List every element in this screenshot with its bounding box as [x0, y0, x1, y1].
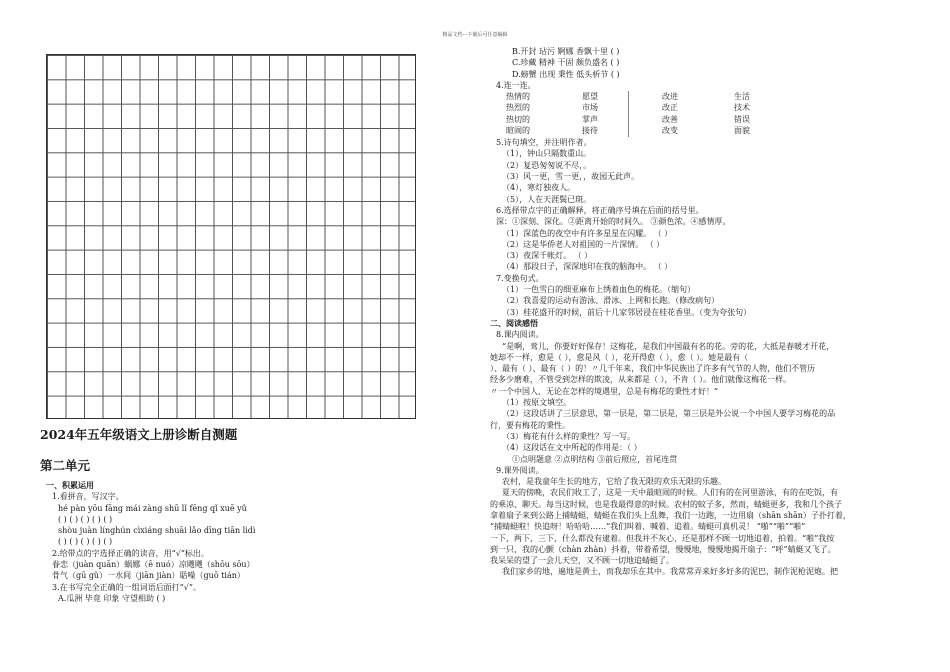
passage-line: 我们家乡的地，遍地是黄土，而我却乐在其中。我常常弄来好多好多的泥巴，制作泥枪泥炮。把: [502, 567, 838, 577]
question-line: 3.在书写完全正确的一组词语后面打“√”。: [52, 582, 201, 592]
question-line: 5.诗句填空，并注明作者。: [496, 138, 592, 148]
question-line: （2）这段话讲了三层意思，第一层是，第二层是，第三层是外公说一个中国人要学习梅花的品: [502, 409, 836, 419]
match-word: 生活: [734, 92, 750, 102]
passage-line: 农村，是我童年生长的地方，它给了我无限的欢乐无限的乐趣。: [502, 477, 726, 487]
passage-line: 拿着扇子来到公路上捕蜻蜓，蜻蜓在我们头上乱舞，我们一边跑，一边用扇（shān shān）子扑打着，: [490, 510, 851, 520]
question-line: （3）梅花有什么样的秉性？写一写。: [502, 431, 636, 441]
option-line: A.瓜洲 毕竟 印象 守望相助 ( ): [58, 593, 166, 603]
left-body: [46, 480, 476, 604]
definition-line: 深：①深刻、深化。②距离开始的时间久。 ③颜色浓。④感情厚。: [496, 217, 731, 227]
sentence-line: （3）夜深千帐灯。 （ ）: [502, 251, 593, 261]
unit-heading: 第二单元: [40, 458, 91, 473]
match-word: 技术: [734, 103, 750, 113]
reading-line: 骨气（gū gǔ）一水间（jiān jiàn）聒噪（guō tián）: [52, 571, 245, 581]
option-line: C.珍藏 精神 干固 颇负盛名 ( ): [512, 58, 620, 68]
sentence-line: （3）桂花盛开的时候，前后十几家邻居浸在桂花香里。（变为夸张句）: [502, 307, 752, 317]
passage-line: 〃一个中国人，无论在怎样的境遇里，总是有梅花的秉性才好！”: [490, 386, 719, 396]
reading-line: 眷恋（juàn quān）蜗娜（ē nuó）凉飕飕（shōu sōu）: [52, 560, 255, 570]
blank-line: ( ) ( ) ( ) ( ) ( ): [58, 537, 113, 547]
question-line: （4）这段话在文中所起的作用是：（ ）: [502, 443, 642, 453]
question-line: 行，要有梅花的秉性。: [490, 420, 570, 430]
match-col-1: [506, 91, 530, 136]
right-column: [490, 46, 920, 578]
match-word: 热情的: [506, 92, 530, 102]
question-line: 1.看拼音，写汉字。: [52, 492, 124, 502]
poem-line: （5），人在天涯鬓已斑。: [502, 194, 592, 204]
passage-line: “捕蜻蜓啦！快追呀！哈哈哈……”我们叫着、喊着、追着。蜻蜓可真机灵！ “啪”“啪”“啪”: [490, 522, 806, 532]
writing-grid: [46, 54, 416, 419]
match-word: 掌声: [582, 114, 598, 124]
match-word: 愿望: [582, 92, 598, 102]
passage-line: 我呆呆的望了一会儿天空，又不顾一切地追蜻蜓了。: [490, 556, 674, 566]
match-word: 错误: [734, 114, 750, 124]
match-word: 改正: [662, 103, 678, 113]
question-line: 9.课外阅读。: [496, 465, 544, 475]
sentence-line: （1）深蓝色的夜空中有许多星星在闪耀。 （ ）: [502, 228, 673, 238]
sentence-line: （2）我喜爱的运动有游泳、滑冰、上网和长跑。（修改病句）: [502, 296, 720, 306]
poem-line: （4），寒灯独夜人。: [502, 183, 576, 193]
divider: [628, 91, 629, 137]
match-word: 接待: [582, 126, 598, 136]
match-word: 改变: [662, 126, 678, 136]
poem-line: （3）风一更，雪一更，，故园无此声。: [502, 172, 640, 182]
question-line: 7.变换句式。: [496, 273, 544, 283]
sentence-line: （4）那段日子，深深地印在我的脑海中。 （ ）: [502, 262, 673, 272]
question-line: 8.课内阅读。: [496, 330, 544, 340]
match-word: 热烈的: [506, 103, 530, 113]
matching-table: [490, 91, 920, 137]
match-word: 暄闹的: [506, 126, 530, 136]
match-word: 热切的: [506, 114, 530, 124]
question-line: （1）按原文填空。: [502, 398, 572, 408]
question-line: 4.连一连。: [496, 80, 536, 90]
section-heading: 一、积累运用: [46, 480, 94, 490]
blank-line: ( ) ( ) ( ) ( ) ( ): [58, 514, 113, 524]
passage-line: 的乘凉、聊天。每当这时候，也是我最得意的时候。农村的蚊子多，然而，蜻蜓更多，我和几个孩子: [490, 499, 842, 509]
question-line: 2.给带点的字选择正确的读音，用“√”标出。: [52, 548, 209, 558]
passage-line: ）、最有（ ）、最有（ ）的！〃几千年来，我们中华民族出了许多有气节的人物，他们不管历: [490, 364, 816, 374]
page-title: 2024年五年级语文上册诊断自测题: [40, 427, 238, 442]
passage-line: 到一只，我的心颤（chàn zhàn）抖着，带着希望，慢慢地，慢慢地揭开扇子：“呼”蜻蜓又飞了。: [490, 544, 836, 554]
section-heading: 二、阅读感悟: [490, 317, 538, 328]
option-line: B.开封 玷污 婀娜 香飘十里 ( ): [512, 47, 620, 56]
passage-line: 经多少磨难，不管受到怎样的欺凌，从来都是（ ），不肯（ ）。他们就像这梅花一样。: [490, 375, 792, 385]
poem-line: （2）复恐匆匆说不尽，。: [502, 160, 592, 170]
page-header: 精品文档---下载后可任意编辑: [442, 32, 508, 38]
option-line: D.螃蟹 出现 秉性 低头析节 ( ): [512, 69, 620, 79]
sentence-line: （1）一色雪白的细亚麻布上绣着血色的梅花。（缩句）: [502, 285, 696, 295]
match-col-4: [734, 91, 750, 136]
question-line: 6.选择带点字的正确解释，将正确序号填在后面的括号里。: [496, 205, 704, 215]
pinyin-line: shòu juàn línghún cìxiáng shuāi lǎo dīng tiān lìdì: [58, 526, 256, 536]
poem-line: （1），钟山只隔数重山。: [502, 149, 592, 159]
option-line: ①点明题意 ②点明结构 ③前后照应，首尾连贯: [512, 454, 678, 464]
sentence-line: （2）这是华侨老人对祖国的一片深情。 （ ）: [502, 239, 665, 249]
passage-line: 她却不一样，愈是（ ），愈是风（ ），花开得愈（ ），愈（ ）。她是最有（: [490, 352, 749, 362]
match-word: 市场: [582, 103, 598, 113]
match-word: 改进: [662, 92, 678, 102]
match-col-2: [582, 91, 598, 136]
match-word: 面貌: [734, 126, 750, 136]
pinyin-line: hé pàn yōu fāng mái zàng shū lǐ fēng qǐ xuē yǔ: [58, 503, 247, 513]
passage-line: 夏天的傍晚，农民们收工了，这是一天中最暄闹的时候。人们有的在河里游泳，有的在吃饭，有: [502, 488, 838, 498]
match-col-3: [662, 91, 678, 136]
passage-line: “是啊，莺儿，你要好好保存！这梅花，是我们中国最有名的花。旁的花，大抵是春暖才开花，: [502, 341, 835, 351]
passage-line: 一下，两下，三下，什么都没有逮着。但我并不灰心，还是那样不顾一切地追着，拍着。“啪”我按: [490, 533, 835, 543]
match-word: 改善: [662, 114, 678, 124]
